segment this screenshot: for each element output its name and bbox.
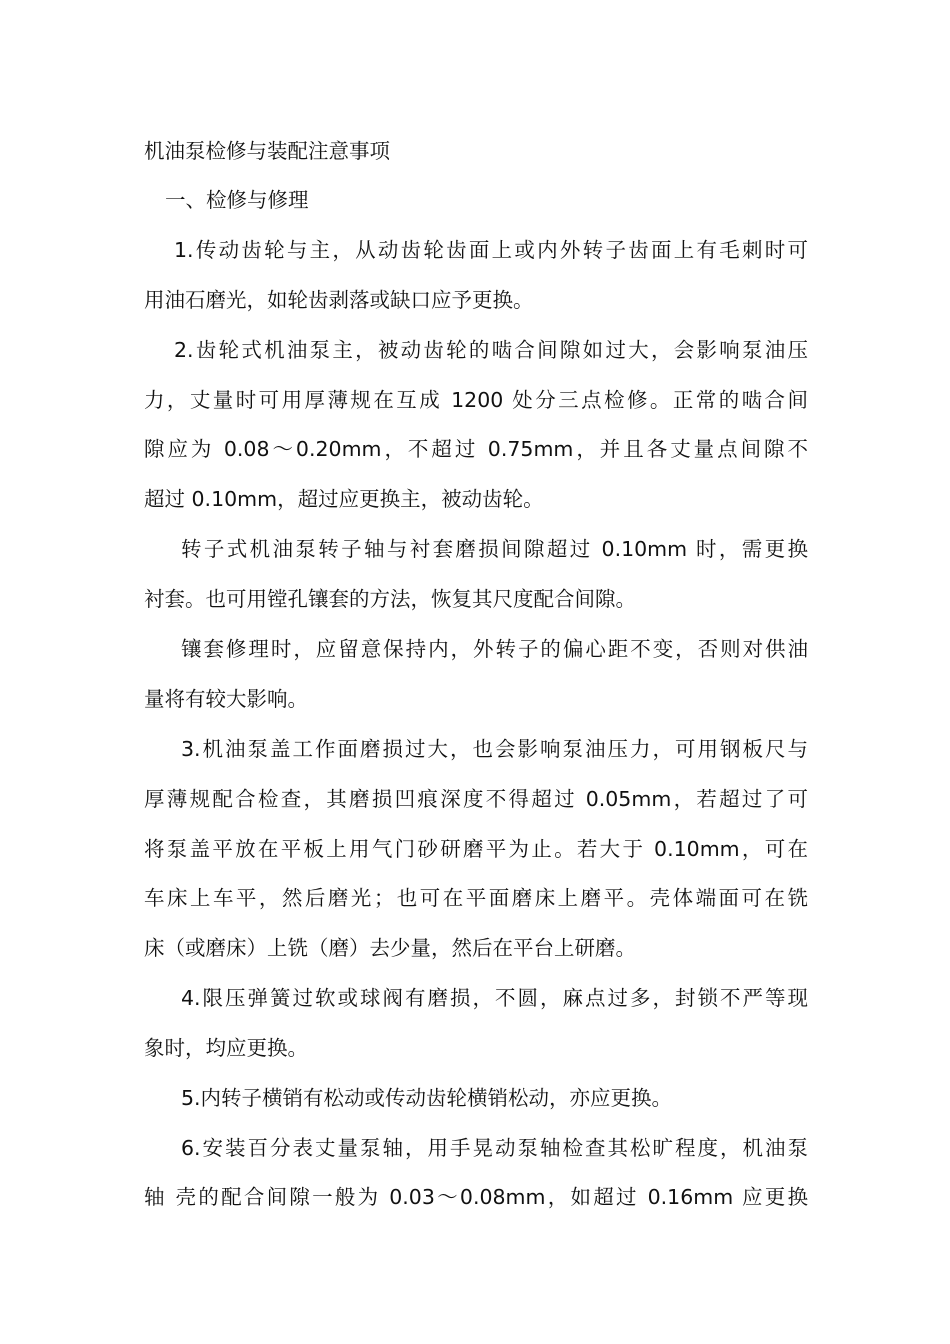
paragraph-line: 量将有较大影响。 [144,687,308,711]
section-heading: 一、检修与修理 [165,188,309,212]
paragraph-line: 镶套修理时，应留意保持内，外转子的偏心距不变，否则对供油 [181,637,808,661]
paragraph-line: 4.限压弹簧过软或球阀有磨损，不圆，麻点过多，封锁不严等现 [181,986,808,1010]
paragraph-line: 床（或磨床）上铣（磨）去少量，然后在平台上研磨。 [144,936,636,960]
paragraph-line: 衬套。也可用镗孔镶套的方法，恢复其尺度配合间隙。 [144,587,636,611]
document-title: 机油泵检修与装配注意事项 [144,139,390,163]
paragraph-line: 力，丈量时可用厚薄规在互成 1200 处分三点检修。正常的啮合间 [144,388,808,412]
paragraph-line: 2.齿轮式机油泵主，被动齿轮的啮合间隙如过大，会影响泵油压 [174,338,808,362]
paragraph-line: 象时，均应更换。 [144,1036,308,1060]
paragraph-line: 用油石磨光，如轮齿剥落或缺口应予更换。 [144,288,534,312]
paragraph-line: 转子式机油泵转子轴与衬套磨损间隙超过 0.10mm 时，需更换 [181,537,808,561]
paragraph-line: 5.内转子横销有松动或传动齿轮横销松动，亦应更换。 [181,1086,673,1110]
paragraph-line: 将泵盖平放在平板上用气门砂研磨平为止。若大于 0.10mm，可在 [144,837,808,861]
paragraph-line: 1.传动齿轮与主，从动齿轮齿面上或内外转子齿面上有毛刺时可 [174,238,808,262]
paragraph-line: 3.机油泵盖工作面磨损过大，也会影响泵油压力，可用钢板尺与 [181,737,808,761]
paragraph-line: 6.安装百分表丈量泵轴，用手晃动泵轴检查其松旷程度，机油泵 [181,1136,808,1160]
paragraph-line: 车床上车平，然后磨光；也可在平面磨床上磨平。壳体端面可在铣 [144,886,808,910]
paragraph-line: 隙应为 0.08～0.20mm，不超过 0.75mm，并且各丈量点间隙不 [144,437,808,461]
paragraph-line: 厚薄规配合检查，其磨损凹痕深度不得超过 0.05mm，若超过了可 [144,787,808,811]
paragraph-line: 轴 壳的配合间隙一般为 0.03～0.08mm，如超过 0.16mm 应更换 [144,1185,808,1209]
paragraph-line: 超过 0.10mm，超过应更换主，被动齿轮。 [144,487,544,511]
